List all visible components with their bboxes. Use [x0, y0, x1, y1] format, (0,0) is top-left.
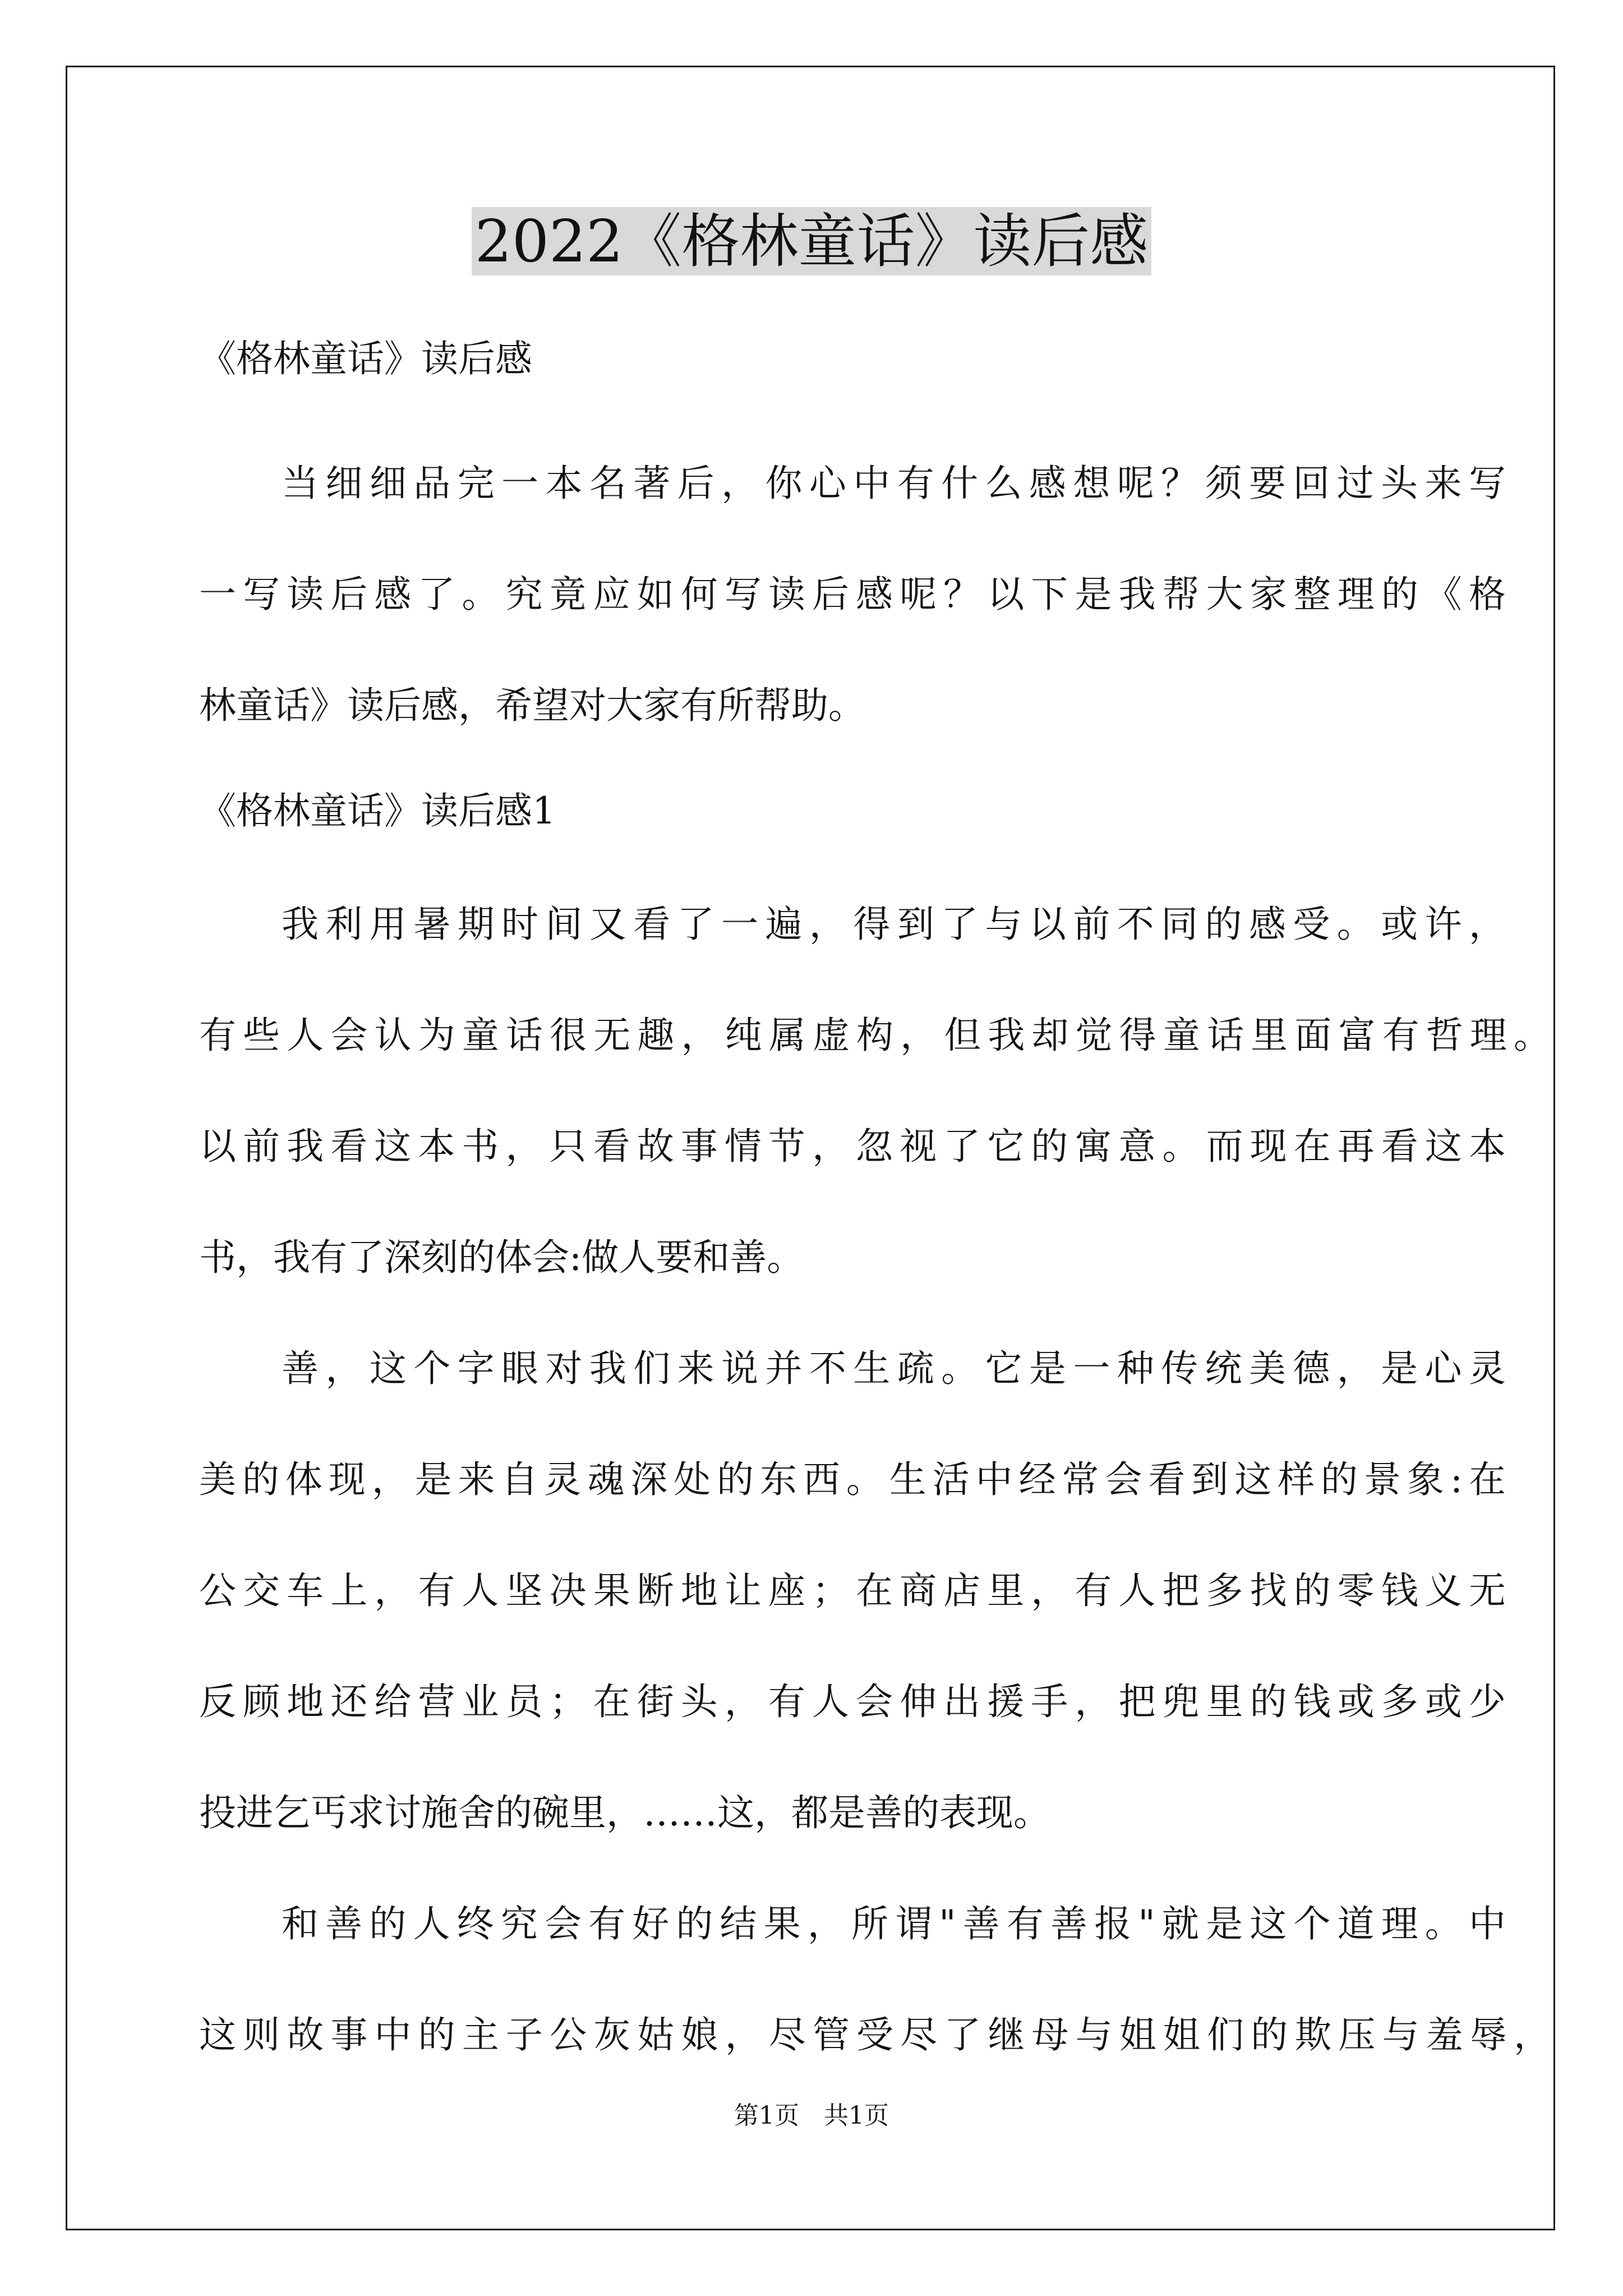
paragraph-line: 书，我有了深刻的体会:做人要和善。: [199, 1236, 804, 1279]
section-heading: 《格林童话》读后感: [199, 337, 532, 380]
paragraph-line: 公交车上，有人坚决果断地让座；在商店里，有人把多找的零钱义无: [199, 1569, 1506, 1612]
paragraph-line: 林童话》读后感，希望对大家有所帮助。: [199, 684, 865, 727]
section-heading: 《格林童话》读后感1: [199, 789, 556, 832]
page-footer: 第1页 共1页: [734, 2101, 889, 2130]
paragraph-line: 当细细品完一本名著后，你心中有什么感想呢？须要回过头来写: [282, 462, 1506, 505]
paragraph-line: 美的体现，是来自灵魂深处的东西。生活中经常会看到这样的景象:在: [199, 1458, 1506, 1501]
paragraph-line: 投进乞丐求讨施舍的碗里，……这，都是善的表现。: [199, 1791, 1050, 1834]
paragraph-line: 以前我看这本书，只看故事情节，忽视了它的寓意。而现在再看这本: [199, 1125, 1506, 1168]
paragraph-line: 我利用暑期时间又看了一遍，得到了与以前不同的感受。或许，: [282, 903, 1506, 946]
paragraph-line: 一写读后感了。究竟应如何写读后感呢？以下是我帮大家整理的《格: [199, 573, 1506, 616]
paragraph-line: 善，这个字眼对我们来说并不生疏。它是一种传统美德，是心灵: [282, 1347, 1506, 1390]
document-title: [0, 199, 1623, 283]
paragraph-line: 这则故事中的主子公灰姑娘，尽管受尽了继母与姐姐们的欺压与羞辱，: [199, 2013, 1551, 2056]
document-title-text: 2022《格林童话》读后感: [472, 207, 1152, 275]
paragraph-line: 反顾地还给营业员；在街头，有人会伸出援手，把兜里的钱或多或少: [199, 1680, 1506, 1723]
paragraph-line: 和善的人终究会有好的结果，所谓"善有善报"就是这个道理。中: [282, 1902, 1506, 1945]
paragraph-line: 有些人会认为童话很无趣，纯属虚构，但我却觉得童话里面富有哲理。: [199, 1014, 1551, 1057]
